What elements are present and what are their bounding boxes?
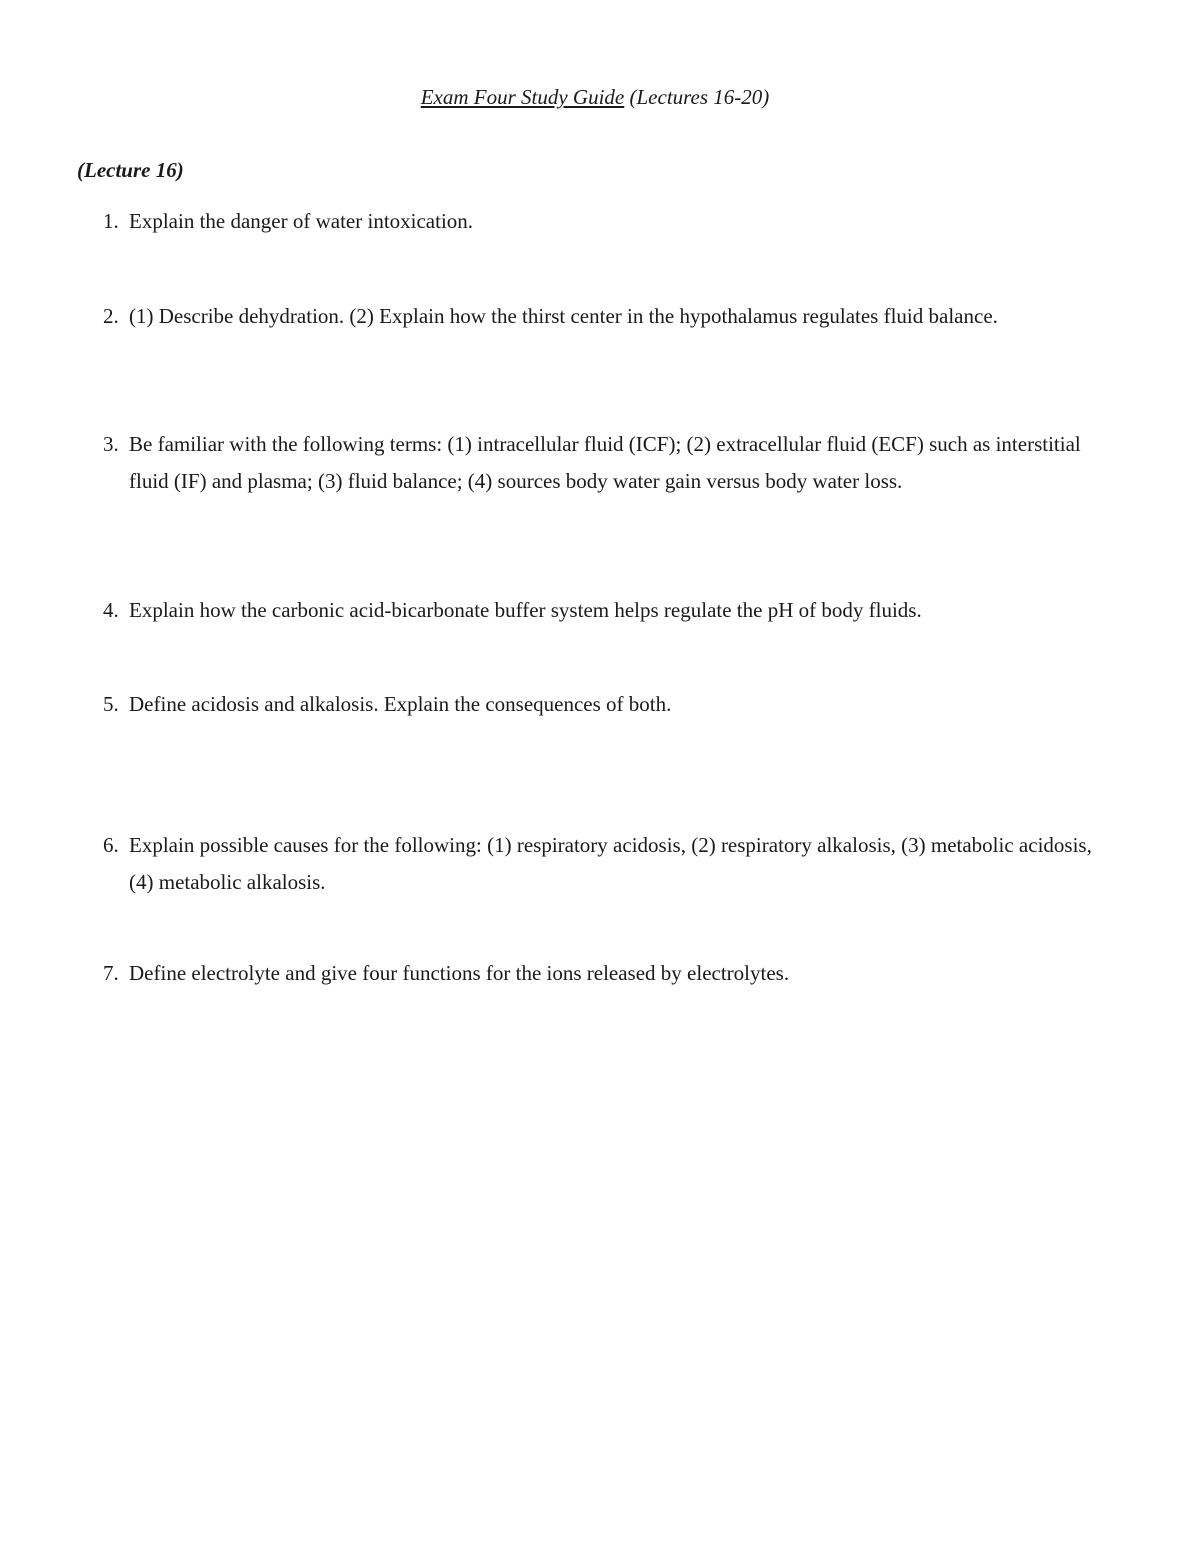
- question-text: Explain how the carbonic acid-bicarbonate buffer system helps regulate the pH of body fluids.: [129, 598, 922, 622]
- question-number: 2.: [103, 304, 119, 328]
- title-main: Exam Four Study Guide: [420, 85, 625, 109]
- question-item: [103, 686, 1093, 723]
- question-number: 6.: [103, 833, 119, 857]
- question-text: (1) Describe dehydration. (2) Explain how the thirst center in the hypothalamus regulates fluid balance.: [129, 304, 998, 328]
- question-number: 7.: [103, 961, 119, 985]
- question-number: 4.: [103, 598, 119, 622]
- question-number: 1.: [103, 209, 119, 233]
- title-sub: (Lectures 16-20): [629, 85, 770, 109]
- document-title: [0, 84, 1190, 110]
- question-text: Explain the danger of water intoxication.: [129, 209, 474, 233]
- question-text: Define electrolyte and give four functions for the ions released by electrolytes.: [129, 961, 790, 985]
- question-text: Explain possible causes for the following: (1) respiratory acidosis, (2) respiratory alkalosis, (3) metabolic acidosis, (4) metabolic alkalosis.: [129, 833, 1092, 894]
- question-item: [103, 298, 1093, 335]
- question-item: [103, 827, 1093, 901]
- question-item: [103, 592, 1093, 629]
- question-number: 5.: [103, 692, 119, 716]
- question-item: [103, 955, 1093, 992]
- question-text: Define acidosis and alkalosis. Explain the consequences of both.: [129, 692, 672, 716]
- section-heading: (Lecture 16): [77, 158, 184, 182]
- question-number: 3.: [103, 432, 119, 456]
- question-item: [103, 203, 1093, 240]
- question-item: [103, 426, 1093, 500]
- question-text: Be familiar with the following terms: (1) intracellular fluid (ICF); (2) extracellular fluid (ECF) such as interstitial fluid (IF) and plasma; (3) fluid balance; (4) sources body water gain versus body water loss.: [129, 432, 1081, 493]
